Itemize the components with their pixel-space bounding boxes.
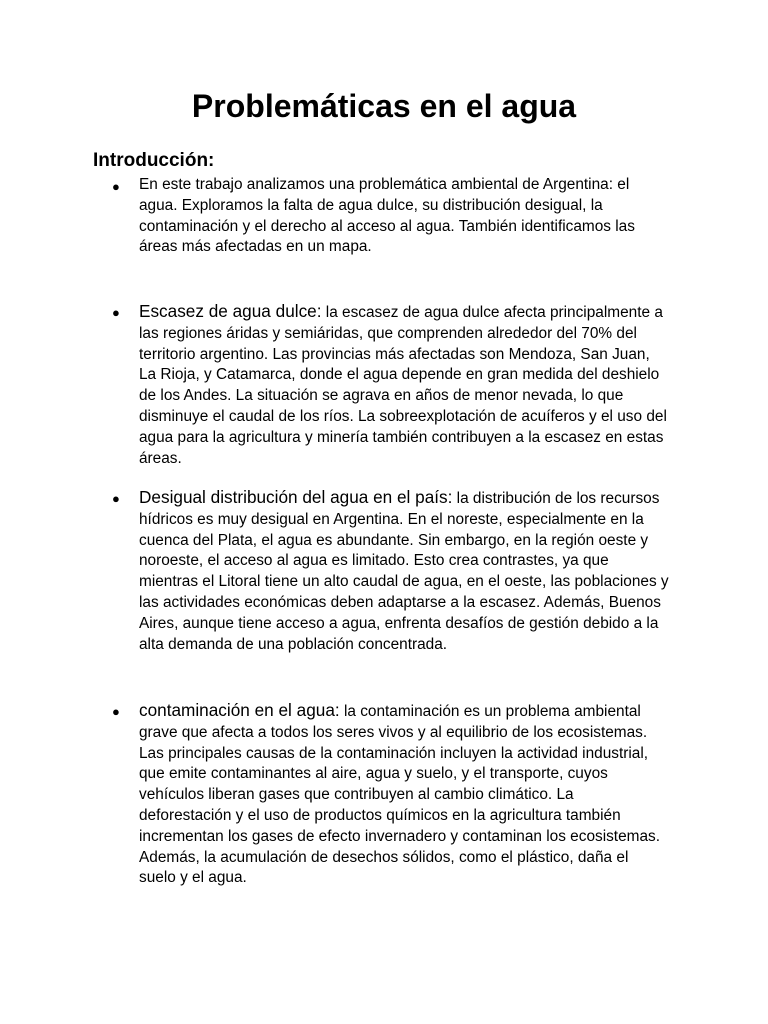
document-title: Problemáticas en el agua [191,88,577,124]
section-heading-introduccion: Introducción: [93,150,215,171]
intro-text: En este trabajo analizamos una problemática ambiental de Argentina: el agua. Exploramos la falta de agua dulce, su distribución desigual, la contaminación y el derecho al acceso al agua. También identificamos las áreas más afectadas en un mapa. [139,176,635,256]
list-item-text: la distribución de los recursos hídricos es muy desigual en Argentina. En el noreste, especialmente en la cuenca del Plata, el agua es abundante. Sin embargo, en la región oeste y noroeste, el acceso al agua es limitado. Esto crea contrastes, ya que mientras el Litoral tiene un alto caudal de agua, en el oeste, las poblaciones y las actividades económicas deben adaptarse a la escasez. Además, Buenos Aires, aunque tiene acceso a agua, enfrenta desafíos de gestión debido a la alta demanda de una población concentrada. [139,490,669,653]
list-item-body [139,700,669,889]
list-item-body [139,487,669,655]
list-item-lead: contaminación en el agua: [139,700,340,720]
list-item-text-continued: Las principales causas de la contaminación incluyen la actividad industrial, que emite contaminantes al aire, agua y suelo, y el transporte, cuyos vehículos liberan gases que contribuyen al cambio climático. La deforestación y el uso de productos químicos en la agricultura también incrementan los gases de efecto invernadero y contaminan los ecosistemas. Además, la acumulación de desechos sólidos, como el plástico, daña el suelo y el agua. [139,744,660,887]
list-item-lead: Desigual distribución del agua en el país: [139,487,453,507]
bullet-icon: ● [112,179,120,194]
list-item-body [139,301,669,469]
bullet-icon: ● [112,704,120,719]
bullet-icon: ● [112,491,120,506]
list-item-text: la contaminación es un problema ambiental grave que afecta a todos los seres vivos y al equilibrio de los ecosistemas. [139,703,648,741]
list-item-text: la escasez de agua dulce afecta principalmente a las regiones áridas y semiáridas, que comprenden alrededor del 70% del territorio argentino. Las provincias más afectadas son Mendoza, San Juan, La Rioja, y Catamarca, donde el agua depende en gran medida del deshielo de los Andes. La situación se agrava en años de menor nevada, lo que disminuye el caudal de los ríos. La sobreexplotación de acuíferos y el uso del agua para la agricultura y minería también contribuyen a la escasez en estas áreas. [139,304,667,467]
bullet-icon: ● [112,305,120,320]
list-item-lead: Escasez de agua dulce: [139,301,322,321]
